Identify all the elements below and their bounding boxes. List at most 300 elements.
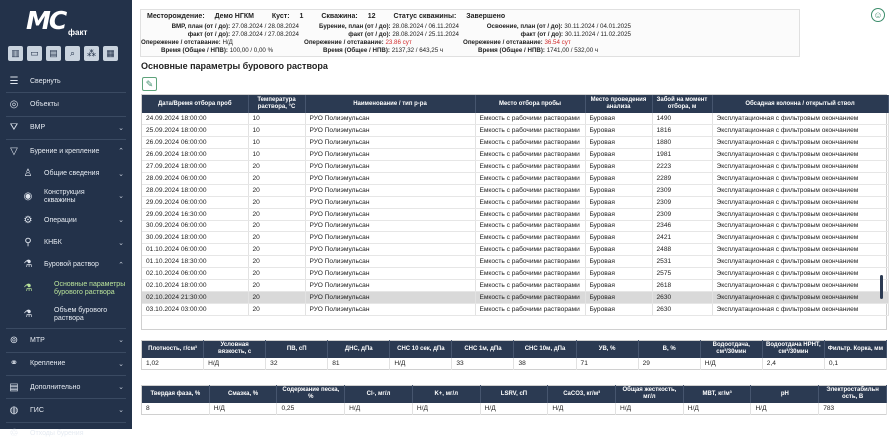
share-icon[interactable]: ⁂	[84, 46, 99, 61]
table-cell: 2531	[652, 256, 712, 268]
table-cell: 20	[248, 196, 305, 208]
app-logo[interactable]	[26, 6, 96, 40]
nav-drilling[interactable]	[0, 140, 132, 162]
general-icon: ♙	[23, 168, 33, 180]
table-cell: РУО Полиэмульсан	[305, 161, 475, 173]
table-cell: Буровая	[585, 232, 652, 244]
param-value: 783	[819, 403, 887, 415]
edit-button[interactable]	[142, 77, 157, 91]
nav-construction[interactable]	[0, 185, 132, 209]
table-cell: РУО Полиэмульсан	[305, 279, 475, 291]
table-cell: Эксплуатационная с фильтровым окончанием	[712, 303, 888, 315]
logo-sub: факт	[68, 28, 88, 37]
column-header[interactable]: Cl-, мг/л	[345, 386, 413, 403]
nav-label: ВМР	[30, 124, 46, 132]
lead-label: Опережение / отставание:	[463, 39, 543, 46]
table-cell: Емкость с рабочими растворами	[475, 149, 585, 161]
param-value: Н/Д	[345, 403, 413, 415]
lead-value: Н/Д	[222, 39, 233, 46]
table-cell: РУО Полиэмульсан	[305, 232, 475, 244]
table-cell: РУО Полиэмульсан	[305, 208, 475, 220]
table-cell: РУО Полиэмульсан	[305, 244, 475, 256]
table-cell: 10	[248, 149, 305, 161]
param-value: Н/Д	[683, 403, 751, 415]
lead-2	[304, 39, 412, 46]
column-header[interactable]: LSRV, сП	[480, 386, 548, 403]
table-cell: 2630	[652, 303, 712, 315]
table-cell: 20	[248, 303, 305, 315]
table-cell: Буровая	[585, 137, 652, 149]
table-cell: Емкость с рабочими растворами	[475, 291, 585, 303]
param-value: 33	[452, 358, 514, 370]
column-header[interactable]: Смазка, %	[209, 386, 277, 403]
page-title: Основные параметры бурового раствора	[141, 61, 328, 71]
chevron-down-icon: ⌄	[118, 407, 124, 415]
table-cell: 20	[248, 208, 305, 220]
nav-label: МТР	[30, 336, 45, 344]
chevron-down-icon: ⌄	[118, 360, 124, 368]
nav-collapse[interactable]	[0, 70, 132, 92]
table-cell: РУО Полиэмульсан	[305, 220, 475, 232]
table-cell: 02.10.2024 18:00:00	[142, 279, 248, 291]
nav-extra[interactable]	[0, 376, 132, 398]
table-cell: Эксплуатационная с фильтровым окончанием	[712, 268, 888, 280]
table-cell: Емкость с рабочими растворами	[475, 184, 585, 196]
table-cell: 10	[248, 113, 305, 125]
operations-icon: ⚙	[23, 214, 33, 226]
user-avatar-icon[interactable]: ☺	[871, 8, 885, 22]
nav-label: Дополнительно	[30, 383, 81, 391]
table-cell: Буровая	[585, 244, 652, 256]
table-cell: Эксплуатационная с фильтровым окончанием	[712, 137, 888, 149]
column-header[interactable]: Водоотдача, см³/30мин	[700, 341, 762, 358]
knbk-icon: ⚲	[24, 237, 32, 249]
chevron-down-icon: ⌄	[118, 124, 124, 132]
table-cell: Буровая	[585, 220, 652, 232]
lead-value: 36.54 сут	[544, 39, 571, 46]
table-cell: РУО Полиэмульсан	[305, 268, 475, 280]
samples-grid	[142, 95, 889, 316]
table-cell: РУО Полиэмульсан	[305, 291, 475, 303]
chevron-up-icon: ⌃	[118, 148, 124, 156]
table-cell: Емкость с рабочими растворами	[475, 256, 585, 268]
column-header[interactable]: K+, мг/л	[412, 386, 480, 403]
table-cell: Эксплуатационная с фильтровым окончанием	[712, 244, 888, 256]
param-value: Н/Д	[209, 403, 277, 415]
dev-fact-label: факт (от / до):	[520, 31, 564, 38]
table-cell: РУО Полиэмульсан	[305, 184, 475, 196]
table-cell: 1490	[652, 113, 712, 125]
table-row[interactable]	[142, 196, 888, 208]
chevron-down-icon: ⌄	[118, 217, 124, 225]
status	[393, 13, 513, 20]
chevron-down-icon: ⌄	[118, 170, 124, 178]
params-table-1	[141, 340, 887, 370]
table-cell: Эксплуатационная с фильтровым окончанием	[712, 161, 888, 173]
well-info-panel	[140, 9, 800, 57]
field-value: Демо НГКМ	[214, 13, 254, 20]
drilling-icon: ▽	[10, 145, 18, 157]
time-value: 2137,32 / 643,25 ч	[391, 47, 444, 54]
nav-label: КНБК	[44, 239, 62, 247]
table-cell: 20	[248, 161, 305, 173]
nav-label: ГИС	[30, 406, 44, 414]
table-cell: Буровая	[585, 149, 652, 161]
table-cell: 30.09.2024 06:00:00	[142, 220, 248, 232]
pad-value: 1	[299, 13, 304, 20]
table-cell: Емкость с рабочими растворами	[475, 161, 585, 173]
drill-plan-value: 28.08.2024 / 06.11.2024	[392, 23, 459, 30]
table-cell: РУО Полиэмульсан	[305, 303, 475, 315]
time-label: Время (Общее / НПВ):	[323, 47, 390, 54]
param-value: Н/Д	[548, 403, 616, 415]
well-label: Скважина:	[321, 13, 358, 20]
column-header[interactable]: CaCO3, кг/м³	[548, 386, 616, 403]
column-header[interactable]: Общая жесткость, мг/л	[616, 386, 684, 403]
table-scrollbar[interactable]	[880, 275, 883, 299]
well-header	[147, 13, 793, 20]
table-cell: Буровая	[585, 208, 652, 220]
column-header[interactable]: Забой на момент отбора, м	[652, 95, 712, 113]
param-value: 29	[638, 358, 700, 370]
table-cell: Эксплуатационная с фильтровым окончанием	[712, 125, 888, 137]
table-cell: Буровая	[585, 268, 652, 280]
casing-icon: ⚭	[9, 358, 19, 370]
table-row[interactable]	[142, 161, 888, 173]
table-row[interactable]	[142, 256, 888, 268]
table-cell: Эксплуатационная с фильтровым окончанием	[712, 220, 888, 232]
column-header[interactable]: Электростабильн ость, В	[819, 386, 887, 403]
table-cell: 2309	[652, 184, 712, 196]
time-1	[161, 47, 273, 54]
table-cell: Емкость с рабочими растворами	[475, 220, 585, 232]
column-header[interactable]: Плотность, г/см³	[142, 341, 204, 358]
vmr-icon: ⛛	[9, 122, 19, 134]
table-cell: РУО Полиэмульсан	[305, 113, 475, 125]
table-cell: 02.10.2024 21:30:00	[142, 291, 248, 303]
params-table-2	[141, 385, 887, 415]
table-cell: 20	[248, 172, 305, 184]
search-icon[interactable]: ⌕	[65, 46, 80, 61]
column-header[interactable]: СНС 1м, дПа	[452, 341, 514, 358]
table-cell: 25.09.2024 18:00:00	[142, 125, 248, 137]
flask-icon: ⚗	[23, 309, 33, 321]
drill-fact	[304, 31, 459, 38]
table-row[interactable]	[142, 208, 888, 220]
time-3	[478, 47, 598, 54]
table-cell: Буровая	[585, 196, 652, 208]
column-header[interactable]: Место отбора пробы	[475, 95, 585, 113]
chevron-down-icon: ⌄	[118, 384, 124, 392]
grid-icon[interactable]: ▦	[103, 46, 118, 61]
pencil-icon: ✎	[145, 78, 154, 89]
table-cell: 20	[248, 256, 305, 268]
nav-label: Крепление	[30, 360, 66, 368]
table-cell: Емкость с рабочими растворами	[475, 113, 585, 125]
table-cell: 20	[248, 232, 305, 244]
chart-icon[interactable]: ▥	[8, 46, 23, 61]
status-value: Завершено	[466, 13, 506, 20]
table-cell: Емкость с рабочими растворами	[475, 244, 585, 256]
nav-mud[interactable]	[0, 254, 132, 276]
nav-label: Конструкция скважины	[44, 188, 85, 204]
table-cell: РУО Полиэмульсан	[305, 256, 475, 268]
param-value: Н/Д	[480, 403, 548, 415]
time-label: Время (Общее / НПВ):	[161, 47, 228, 54]
param-value: Н/Д	[751, 403, 819, 415]
nav-mtr[interactable]	[0, 329, 132, 351]
pad-label: Куст:	[271, 13, 290, 20]
nav-label: Буровой раствор	[44, 261, 99, 269]
table-cell: Буровая	[585, 303, 652, 315]
table-cell: 2488	[652, 244, 712, 256]
param-value: 32	[266, 358, 328, 370]
sidebar	[0, 0, 132, 440]
table-cell: РУО Полиэмульсан	[305, 137, 475, 149]
table-cell: 10	[248, 125, 305, 137]
table-cell: Эксплуатационная с фильтровым окончанием	[712, 149, 888, 161]
table-cell: 2575	[652, 268, 712, 280]
param-value: 71	[576, 358, 638, 370]
table-cell: 20	[248, 184, 305, 196]
table-cell: 02.10.2024 06:00:00	[142, 268, 248, 280]
table-row[interactable]	[142, 125, 888, 137]
table-cell: 03.10.2024 03:00:00	[142, 303, 248, 315]
table-cell: 20	[248, 291, 305, 303]
table-row[interactable]	[142, 244, 888, 256]
param-value: 0,25	[277, 403, 345, 415]
table-cell: Буровая	[585, 279, 652, 291]
main-content	[132, 0, 895, 429]
param-value: 2,4	[762, 358, 824, 370]
param-value: 1,02	[142, 358, 204, 370]
column-header[interactable]: Место проведения анализа	[585, 95, 652, 113]
table-cell: Емкость с рабочими растворами	[475, 279, 585, 291]
column-header[interactable]: СНС 10 сек, дПа	[390, 341, 452, 358]
time-label: Время (Общее / НПВ):	[478, 47, 545, 54]
status-label: Статус скважины:	[393, 13, 457, 20]
column-header[interactable]: СНС 10м, дПа	[514, 341, 576, 358]
nav-label: Объем бурового раствора	[54, 307, 108, 323]
table-row[interactable]	[142, 220, 888, 232]
time-value: 1741,00 / 532,00 ч	[546, 47, 599, 54]
table-cell: 2289	[652, 172, 712, 184]
param-value: Н/Д	[204, 358, 266, 370]
table-cell: 20	[248, 268, 305, 280]
table-cell: Емкость с рабочими растворами	[475, 268, 585, 280]
table-cell: Буровая	[585, 125, 652, 137]
nav-gis[interactable]	[0, 399, 132, 421]
table-cell: 01.10.2024 06:00:00	[142, 244, 248, 256]
table-cell: Буровая	[585, 113, 652, 125]
nav-knbk[interactable]	[0, 231, 132, 253]
lead-label: Опережение / отставание:	[141, 39, 221, 46]
drill-fact-label: факт (от / до):	[348, 31, 391, 38]
vmr-plan-value: 27.08.2024 / 28.08.2024	[231, 23, 299, 30]
dev-plan-label: Освоение, план (от / до):	[486, 23, 563, 30]
nav-mud-volume[interactable]	[0, 302, 132, 328]
column-header[interactable]: Обсадная колонна / открытый ствол	[712, 95, 888, 113]
nav-label: Объекты	[30, 101, 59, 109]
dev-fact-value: 30.11.2024 / 11.02.2025	[564, 31, 631, 38]
pad	[272, 13, 312, 20]
nav-waste[interactable]	[0, 423, 132, 445]
column-header[interactable]: ДНС, дПа	[328, 341, 390, 358]
table-cell: Эксплуатационная с фильтровым окончанием	[712, 184, 888, 196]
param-value: Н/Д	[412, 403, 480, 415]
well	[321, 13, 383, 20]
document-icon[interactable]: ▤	[46, 46, 61, 61]
param-value: 0,1	[824, 358, 886, 370]
column-header[interactable]: pH	[751, 386, 819, 403]
dev-plan	[461, 23, 631, 30]
column-header[interactable]: Фильтр. Корка, мм	[824, 341, 886, 358]
table-row[interactable]	[142, 172, 888, 184]
time-value: 100,00 / 0,00 %	[229, 47, 274, 54]
table-cell: Эксплуатационная с фильтровым окончанием	[712, 172, 888, 184]
nav-general[interactable]	[0, 163, 132, 185]
column-header[interactable]: ПВ, сП	[266, 341, 328, 358]
table-cell: 24.09.2024 18:00:00	[142, 113, 248, 125]
nav-mud-params[interactable]	[0, 276, 132, 302]
waste-icon: ♲	[9, 428, 19, 440]
chevron-down-icon: ⌄	[118, 337, 124, 345]
gis-icon: ◍	[9, 404, 19, 416]
table-row[interactable]	[142, 303, 888, 315]
table-cell: Эксплуатационная с фильтровым окончанием	[712, 256, 888, 268]
table-cell: 2309	[652, 208, 712, 220]
nav-vmr[interactable]	[0, 117, 132, 139]
table-cell: 2618	[652, 279, 712, 291]
field	[147, 13, 262, 20]
table-cell: Емкость с рабочими растворами	[475, 172, 585, 184]
table-cell: 20	[248, 244, 305, 256]
chevron-up-icon: ⌃	[118, 261, 124, 269]
column-header[interactable]: Условная вязкость, с	[204, 341, 266, 358]
lead-label: Опережение / отставание:	[304, 39, 384, 46]
table-cell: 29.09.2024 06:00:00	[142, 196, 248, 208]
table-cell: 1816	[652, 125, 712, 137]
table-cell: 2630	[652, 291, 712, 303]
lead-3	[463, 39, 571, 46]
table-cell: Емкость с рабочими растворами	[475, 208, 585, 220]
table-row[interactable]	[142, 184, 888, 196]
flask-icon: ⚗	[23, 259, 33, 271]
param-value: 81	[328, 358, 390, 370]
well-value: 12	[367, 13, 376, 20]
nav-label: Свернуть	[30, 77, 61, 85]
column-header[interactable]: Содержание песка, %	[277, 386, 345, 403]
table-cell: 2223	[652, 161, 712, 173]
column-header[interactable]: Водоотдача НРНТ, см³/30мин	[762, 341, 824, 358]
vmr-fact-value: 27.08.2024 / 27.08.2024	[231, 31, 299, 38]
samples-table	[141, 94, 887, 330]
chevron-down-icon: ⌄	[118, 192, 124, 200]
table-row[interactable]	[142, 149, 888, 161]
column-header[interactable]: УВ, %	[576, 341, 638, 358]
table-cell: РУО Полиэмульсан	[305, 149, 475, 161]
dev-fact	[461, 31, 631, 38]
table-cell: Емкость с рабочими растворами	[475, 232, 585, 244]
table-cell: Емкость с рабочими растворами	[475, 303, 585, 315]
table-cell: 2421	[652, 232, 712, 244]
drill-plan-label: Бурение, план (от / до):	[318, 23, 391, 30]
table-cell: Буровая	[585, 256, 652, 268]
table-cell: Емкость с рабочими растворами	[475, 137, 585, 149]
table-cell: 1981	[652, 149, 712, 161]
table-cell: Емкость с рабочими растворами	[475, 125, 585, 137]
table-cell: 26.09.2024 06:00:00	[142, 137, 248, 149]
table-row[interactable]	[142, 279, 888, 291]
column-header[interactable]: Твердая фаза, %	[142, 386, 210, 403]
nav-operations[interactable]	[0, 209, 132, 231]
objects-icon: ◎	[9, 99, 19, 111]
logo-text: МС	[26, 6, 66, 35]
table-row[interactable]	[142, 232, 888, 244]
table-cell: Буровая	[585, 184, 652, 196]
drill-fact-value: 28.08.2024 / 25.11.2024	[392, 31, 459, 38]
table-row[interactable]	[142, 113, 888, 125]
table-cell: РУО Полиэмульсан	[305, 172, 475, 184]
param-value: Н/Д	[616, 403, 684, 415]
table-cell: 01.10.2024 18:30:00	[142, 256, 248, 268]
table-cell: Эксплуатационная с фильтровым окончанием	[712, 291, 888, 303]
table-cell: Эксплуатационная с фильтровым окончанием	[712, 208, 888, 220]
table-row[interactable]	[142, 358, 887, 370]
nav-casing[interactable]	[0, 353, 132, 375]
table-header	[142, 95, 888, 113]
column-header[interactable]: Температура раствора, °С	[248, 95, 305, 113]
param-value: Н/Д	[390, 358, 452, 370]
table-row[interactable]	[142, 268, 888, 280]
table-row[interactable]	[142, 291, 888, 303]
table-cell: 20	[248, 279, 305, 291]
monitor-icon[interactable]: ▭	[27, 46, 42, 61]
mtr-icon: ⊚	[9, 334, 19, 346]
nav-label: Основные параметры бурового раствора	[54, 281, 126, 297]
flask-icon: ⚗	[23, 283, 33, 295]
param-value: 38	[514, 358, 576, 370]
table-cell: 10	[248, 137, 305, 149]
nav-menu	[0, 70, 132, 445]
table-header	[142, 341, 887, 358]
drill-plan	[304, 23, 459, 30]
nav-objects[interactable]	[0, 93, 132, 115]
table-cell: Емкость с рабочими растворами	[475, 196, 585, 208]
quick-icons	[8, 46, 118, 61]
table-cell: 26.09.2024 18:00:00	[142, 149, 248, 161]
table-cell: 30.09.2024 18:00:00	[142, 232, 248, 244]
param-value: 8	[142, 403, 210, 415]
table-row[interactable]	[142, 403, 887, 415]
table-cell: 2309	[652, 196, 712, 208]
list-icon: ▤	[9, 381, 19, 393]
table-cell: Эксплуатационная с фильтровым окончанием	[712, 279, 888, 291]
field-label: Месторождение:	[147, 13, 205, 20]
column-header[interactable]: Наименование / тип р-ра	[305, 95, 475, 113]
param-value: Н/Д	[700, 358, 762, 370]
table-cell: Эксплуатационная с фильтровым окончанием	[712, 113, 888, 125]
column-header[interactable]: Дата/Время отбора проб	[142, 95, 248, 113]
table-row[interactable]	[142, 137, 888, 149]
nav-label: Отходы бурения	[30, 430, 84, 438]
column-header[interactable]: В, %	[638, 341, 700, 358]
table-cell: Буровая	[585, 172, 652, 184]
vmr-plan-label: ВМР, план (от / до):	[171, 23, 231, 30]
table-body	[142, 113, 888, 315]
construction-icon: ◉	[23, 190, 33, 202]
column-header[interactable]: MBT, кг/м³	[683, 386, 751, 403]
